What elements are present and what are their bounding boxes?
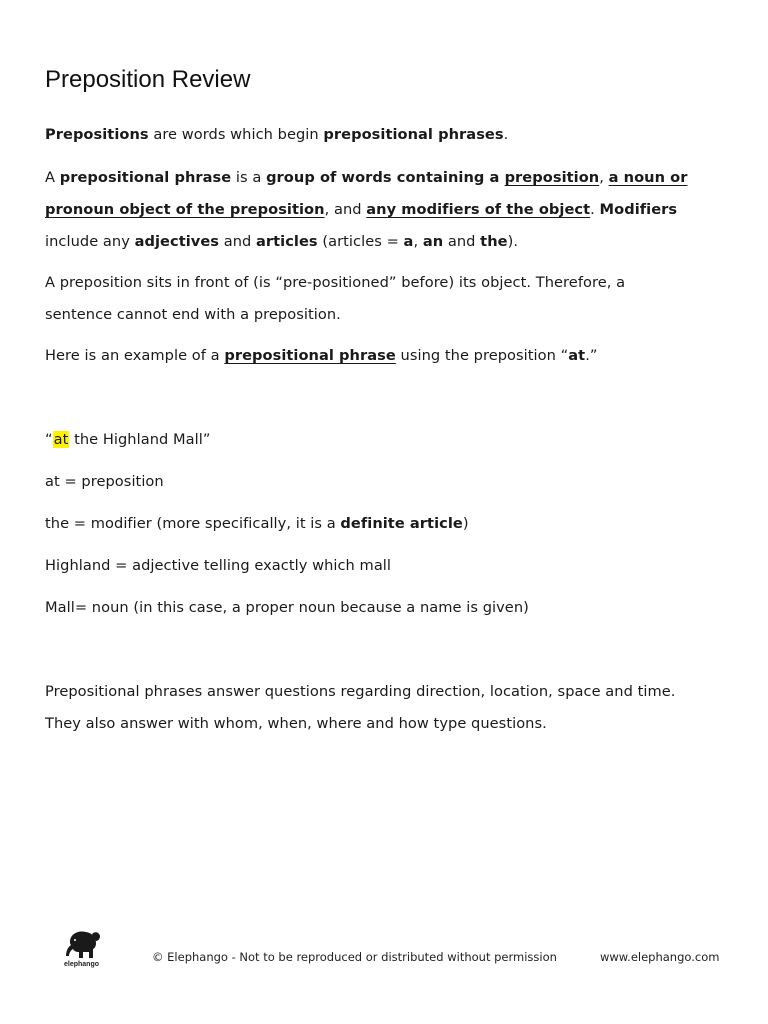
position-paragraph-line-2: sentence cannot end with a preposition. (45, 306, 341, 323)
website-url: www.elephango.com (600, 950, 720, 964)
position-paragraph-line-1: A preposition sits in front of (is “pre-positioned” before) its object. Therefore, a (45, 274, 626, 291)
definition-mall: Mall= noun (in this case, a proper noun because a name is given) (45, 599, 529, 616)
underlined-term: any modifiers of the object (366, 201, 591, 218)
page-title: Preposition Review (45, 66, 251, 93)
underlined-term: pronoun object of the preposition (45, 201, 325, 218)
elephant-icon (62, 928, 104, 974)
underlined-term: preposition (504, 169, 600, 186)
bold-term: group of words containing a (266, 169, 505, 186)
definition-paragraph-line-3: include any adjectives and articles (articles = a, an and the). (45, 233, 519, 250)
summary-paragraph-line-1: Prepositional phrases answer questions regarding direction, location, space and time. (45, 683, 676, 700)
underlined-term: prepositional phrase (224, 347, 396, 364)
page-footer (62, 928, 722, 978)
highlighted-preposition: at (53, 431, 69, 448)
bold-term: prepositional phrases (323, 126, 504, 143)
example-intro: Here is an example of a prepositional phrase using the preposition “at.” (45, 347, 598, 364)
definition-paragraph-line-2: pronoun object of the preposition, and any modifiers of the object. Modifiers (45, 201, 678, 218)
intro-paragraph: Prepositions are words which begin prepositional phrases. (45, 126, 509, 143)
definition-paragraph-line-1: A prepositional phrase is a group of words containing a preposition, a noun or (45, 169, 688, 186)
example-phrase: “at the Highland Mall” (45, 431, 211, 448)
bold-term: Modifiers (599, 201, 678, 218)
logo-text: elephango (64, 961, 100, 968)
definition-highland: Highland = adjective telling exactly which mall (45, 557, 392, 574)
definition-the: the = modifier (more specifically, it is a definite article) (45, 515, 469, 532)
underlined-term: a noun or (608, 169, 688, 186)
bold-term: prepositional phrase (59, 169, 232, 186)
summary-paragraph-line-2: They also answer with whom, when, where and how type questions. (45, 715, 547, 732)
definition-at: at = preposition (45, 473, 164, 490)
copyright-notice: © Elephango - Not to be reproduced or distributed without permission (152, 950, 557, 964)
bold-term: Prepositions (45, 126, 149, 143)
